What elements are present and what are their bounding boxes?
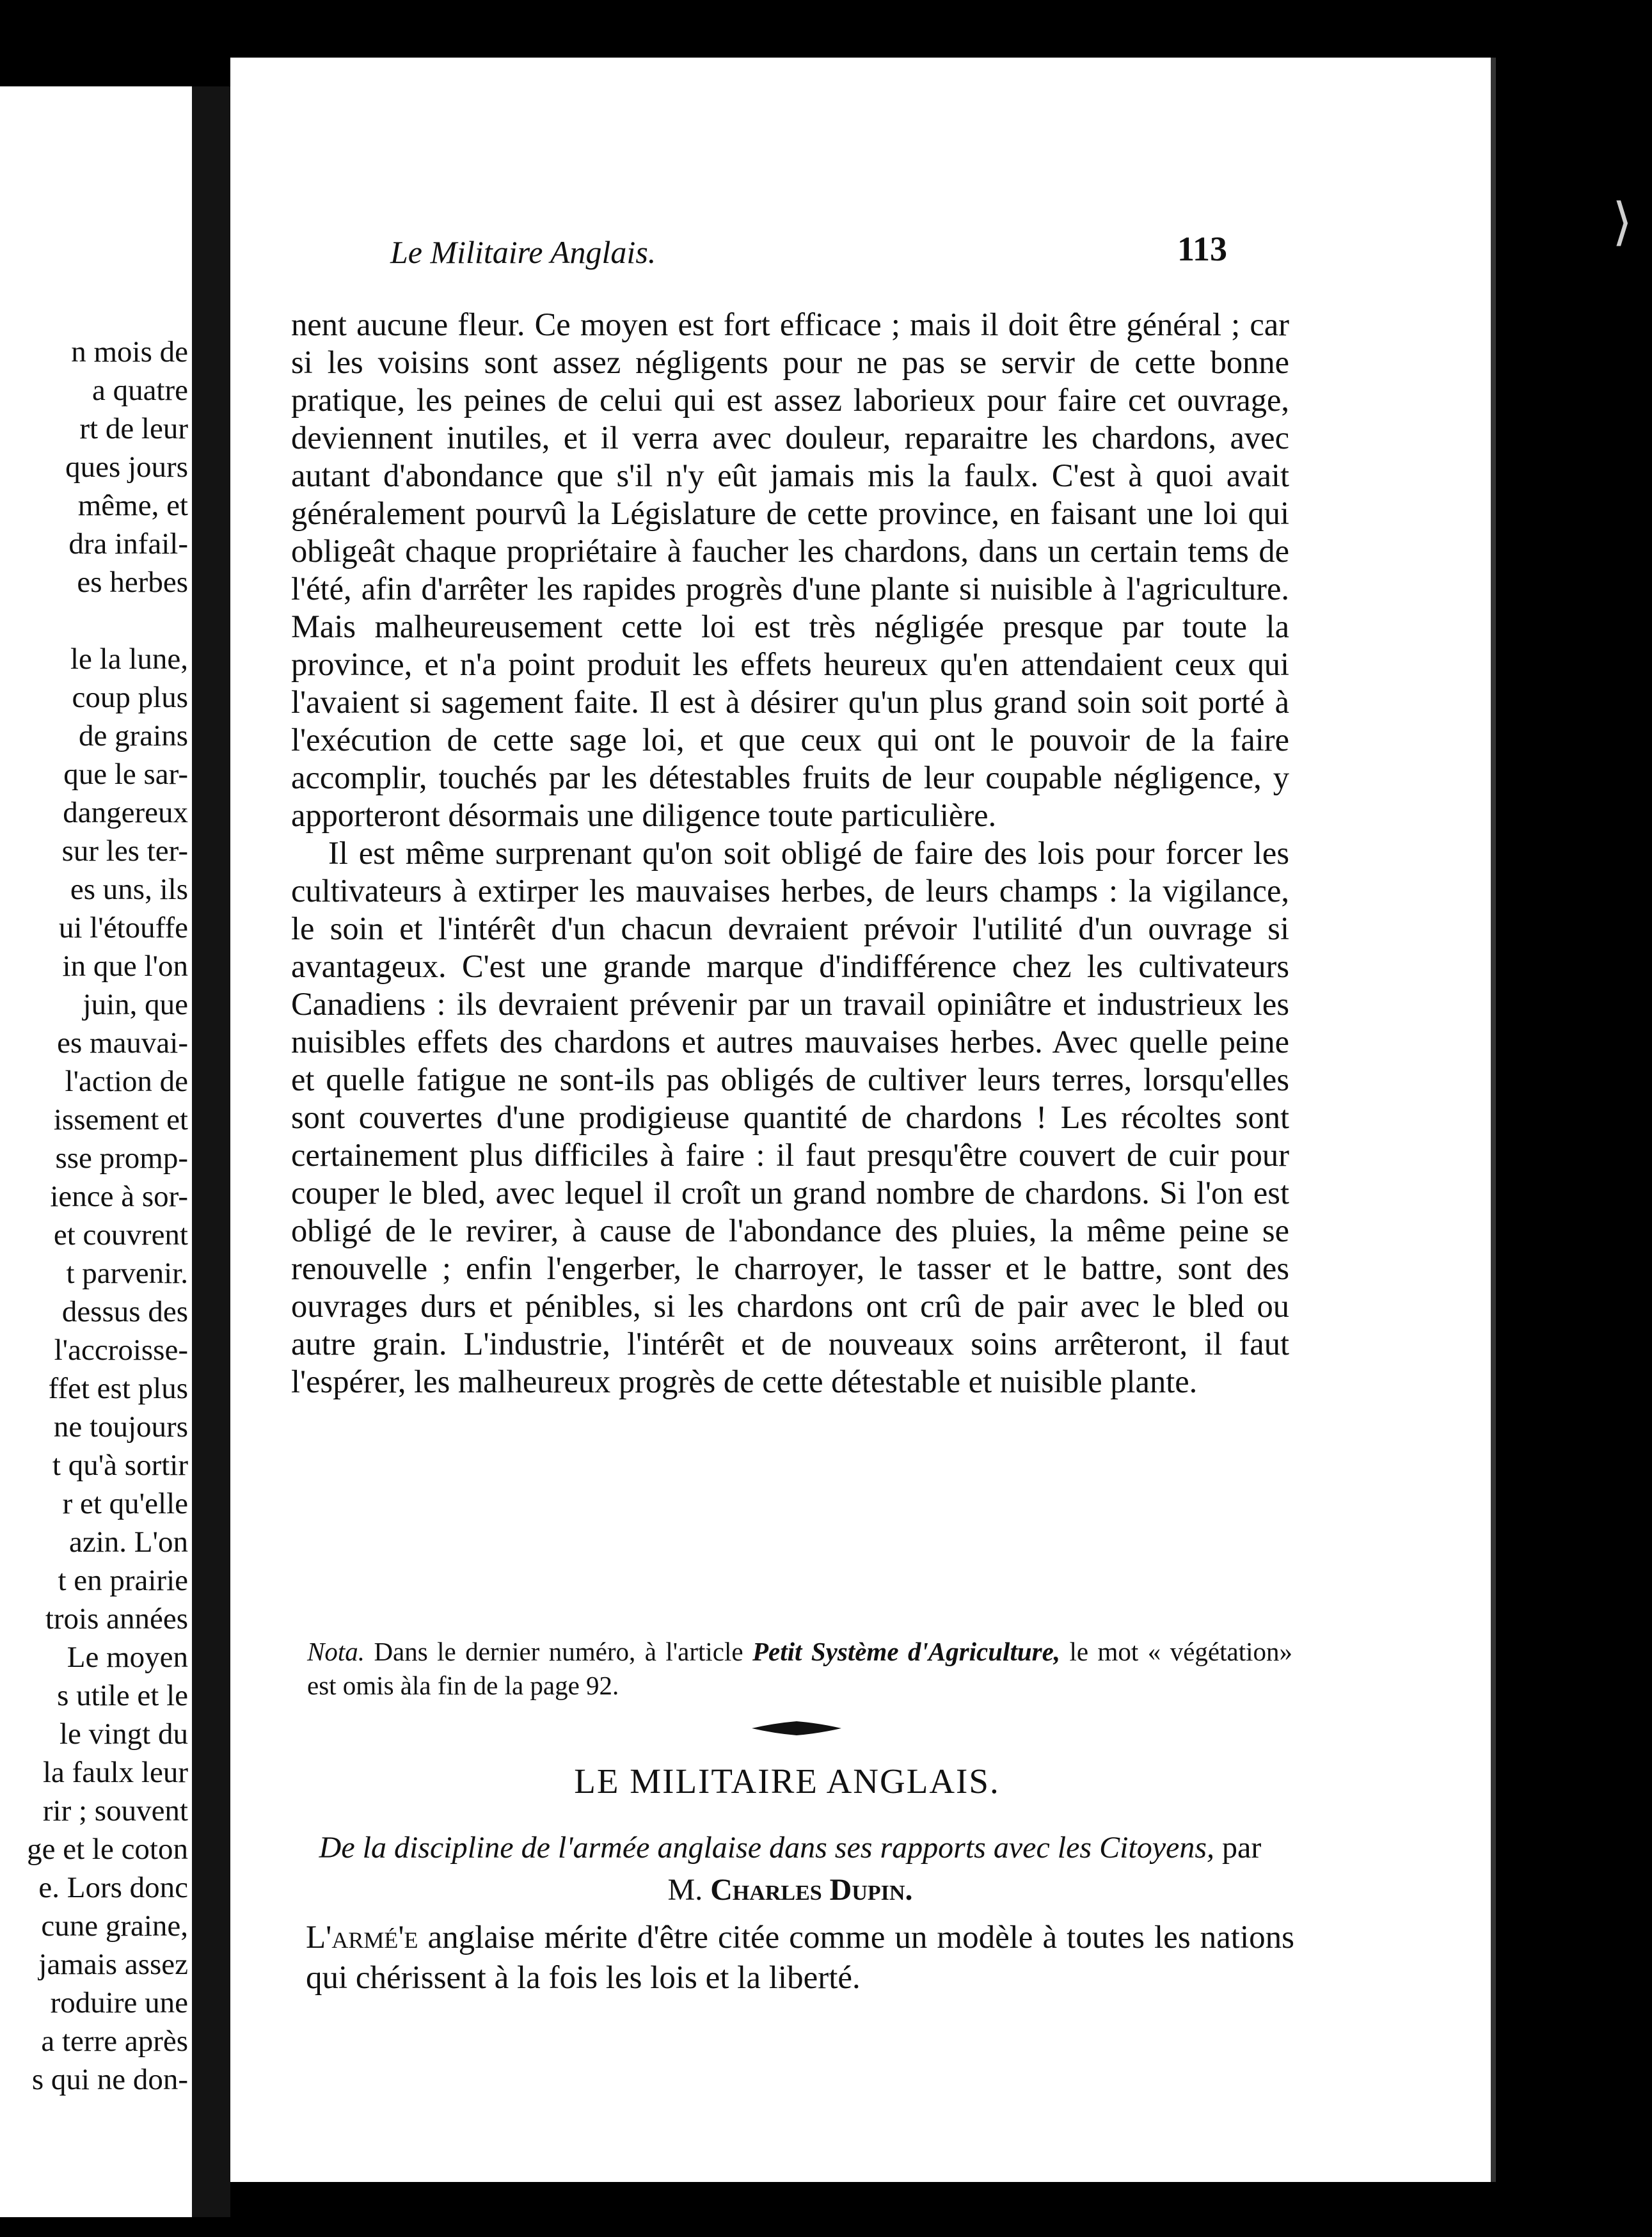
nota-note (307, 1635, 1292, 1703)
nota-article-title: Petit Système d'Agriculture, (752, 1637, 1061, 1666)
left-page-line: ffet est plus (48, 1372, 188, 1405)
left-page-line: sse promp- (55, 1142, 188, 1175)
left-page-line: t en prairie (58, 1564, 188, 1597)
subtitle-author: Charles Dupin. (710, 1873, 913, 1907)
left-page-line: l'accroisse- (54, 1333, 188, 1367)
left-page-line: t parvenir. (66, 1257, 188, 1290)
left-page-line: cune graine, (41, 1909, 188, 1943)
left-page-line: rt de leur (79, 412, 188, 445)
subtitle-italic: De la discipline de l'armée anglaise dans ses rapports avec les Citoyens, (319, 1831, 1215, 1865)
left-page-line: trois années (45, 1602, 188, 1636)
left-page-line: ne toujours (53, 1410, 188, 1444)
left-page-line: roduire une (50, 1986, 188, 2019)
left-page-line: coup plus (72, 681, 188, 714)
left-page-line: a quatre (91, 374, 188, 407)
left-page-line: issement et (53, 1103, 188, 1136)
left-page-line: rir ; souvent (42, 1794, 188, 1827)
left-page-line: juin, que (83, 988, 188, 1021)
left-page-line: ques jours (65, 450, 188, 484)
left-page-line: in que l'on (62, 950, 188, 983)
left-page-line: sur les ter- (61, 834, 188, 868)
page-edge (1491, 58, 1496, 2182)
left-page-line: dra infail- (68, 527, 188, 561)
left-page-line: jamais assez (38, 1948, 188, 1981)
first-paragraph-lead: L'armé'e (306, 1920, 418, 1955)
left-page-line: s qui ne don- (31, 2063, 188, 2096)
left-page-line: dessus des (61, 1295, 188, 1328)
left-page-line (0, 601, 188, 640)
nota-text-before: Dans le dernier numéro, à l'article (374, 1637, 743, 1666)
first-paragraph-text: anglaise mérite d'être citée comme un modèle à toutes les nations qui chérissent à la fois les lois et la liberté. (306, 1920, 1294, 1996)
left-page-line: es uns, ils (70, 873, 188, 906)
left-page-text (0, 333, 188, 2099)
left-page-line: dangereux (63, 796, 188, 829)
nota-text-after: le mot « végétation» est omis àla fin de la page 92. (307, 1637, 1292, 1700)
left-page-line: ience à sor- (50, 1180, 188, 1213)
left-page-line: le la lune, (70, 642, 188, 676)
left-page-line: même, et (77, 489, 188, 522)
running-head: Le Militaire Anglais. (390, 234, 656, 270)
section-subtitle (301, 1827, 1280, 1911)
left-page-line: a terre après (41, 2025, 188, 2058)
scan-background (1496, 51, 1652, 2188)
page-number: 113 (1177, 230, 1228, 268)
subtitle-by: par M. (667, 1831, 1262, 1907)
left-page-line: que le sar- (63, 758, 188, 791)
left-page-line: e. Lors donc (38, 1871, 188, 1904)
left-page-line: le vingt du (59, 1717, 188, 1751)
paragraph-2: Il est même surprenant qu'on soit obligé de faire des lois pour forcer les cultivateurs à extirper les mauvaises herbes, de leurs champs : la vigilance, le soin et l'intérêt d'un chacun devraient prévoir l'utilité d'un ouvrage si avantageux. C'est une grande marque d'indifférence chez les cultivateurs Canadiens : ils devraient prévenir par un travail opiniâtre et industrieux les nuisibles effets des chardons et autres mauvaises herbes. Avec quelle peine et quelle fatigue ne sont-ils pas obligés de cultiver leurs terres, lorsqu'elles sont couvertes d'une prodigieuse quantité de chardons ! Les récoltes sont certainement plus difficiles à faire : il faut presqu'être couvert de cuir pour couper le bled, avec lequel il croît un grand nombre de chardons. Si l'on est obligé de le revirer, à cause de l'abondance des pluies, la même peine se renouvelle ; enfin l'engerber, le charroyer, le tasser et le battre, sont des ouvrages durs et pénibles, si les chardons ont crû de pair avec le bled ou autre grain. L'industrie, l'intérêt et de nouveaux soins arrêteront, il faut l'espérer, les malheureux progrès de cette détestable et nuisible plante. (291, 835, 1289, 1399)
left-page-line: es herbes (77, 566, 188, 599)
edge-mark: ⟩ (1612, 192, 1633, 251)
body-text (291, 306, 1289, 1401)
left-page-line: r et qu'elle (62, 1487, 188, 1520)
nota-label: Nota. (307, 1637, 365, 1666)
left-page-line: s utile et le (57, 1679, 188, 1712)
left-page-line: Le moyen (67, 1641, 188, 1674)
first-paragraph (306, 1918, 1294, 1998)
section-title: LE MILITAIRE ANGLAIS. (574, 1762, 1000, 1801)
left-page-line: ui l'étouffe (58, 911, 188, 944)
left-page-line: l'action de (65, 1065, 188, 1098)
left-page-line: et couvrent (53, 1218, 188, 1252)
left-page-line: de grains (79, 719, 188, 752)
left-page-line: la faulx leur (42, 1756, 188, 1789)
left-page-line: ge et le coton (27, 1833, 188, 1866)
left-page (0, 86, 192, 2217)
left-page-line: n mois de (71, 335, 188, 369)
left-page-line: es mauvai- (57, 1026, 188, 1060)
left-page-line: azin. L'on (69, 1525, 188, 1559)
ornament-divider (752, 1721, 841, 1735)
paragraph-1: nent aucune fleur. Ce moyen est fort efficace ; mais il doit être général ; car si les voisins sont assez négligents pour ne pas se servir de cette bonne pratique, les peines de celui qui est assez laborieux pour faire cet ouvrage, deviennent inutiles, et il verra avec douleur, reparaitre les chardons, avec autant d'abondance que s'il n'y eût jamais mis la faulx. C'est à quoi avait généralement pourvû la Législature de cette province, en faisant une loi qui obligeât chaque propriétaire à faucher les chardons, dans un certain tems de l'été, afin d'arrêter les rapides progrès d'une plante si nuisible à l'agriculture. Mais malheureusement cette loi est très négligée presque par toute la province, et n'a point produit les effets heureux qu'en attendaient ceux qui l'avaient si sagement faite. Il est à désirer qu'un plus grand soin soit porté à l'exécution de cette sage loi, et que ceux qui ont le pouvoir de la faire accomplir, touchés par les détestables fruits de leur coupable négligence, y apporteront désormais une diligence toute particulière. (291, 306, 1289, 833)
book-gutter (192, 86, 230, 2217)
left-page-line: t qu'à sortir (52, 1449, 188, 1482)
